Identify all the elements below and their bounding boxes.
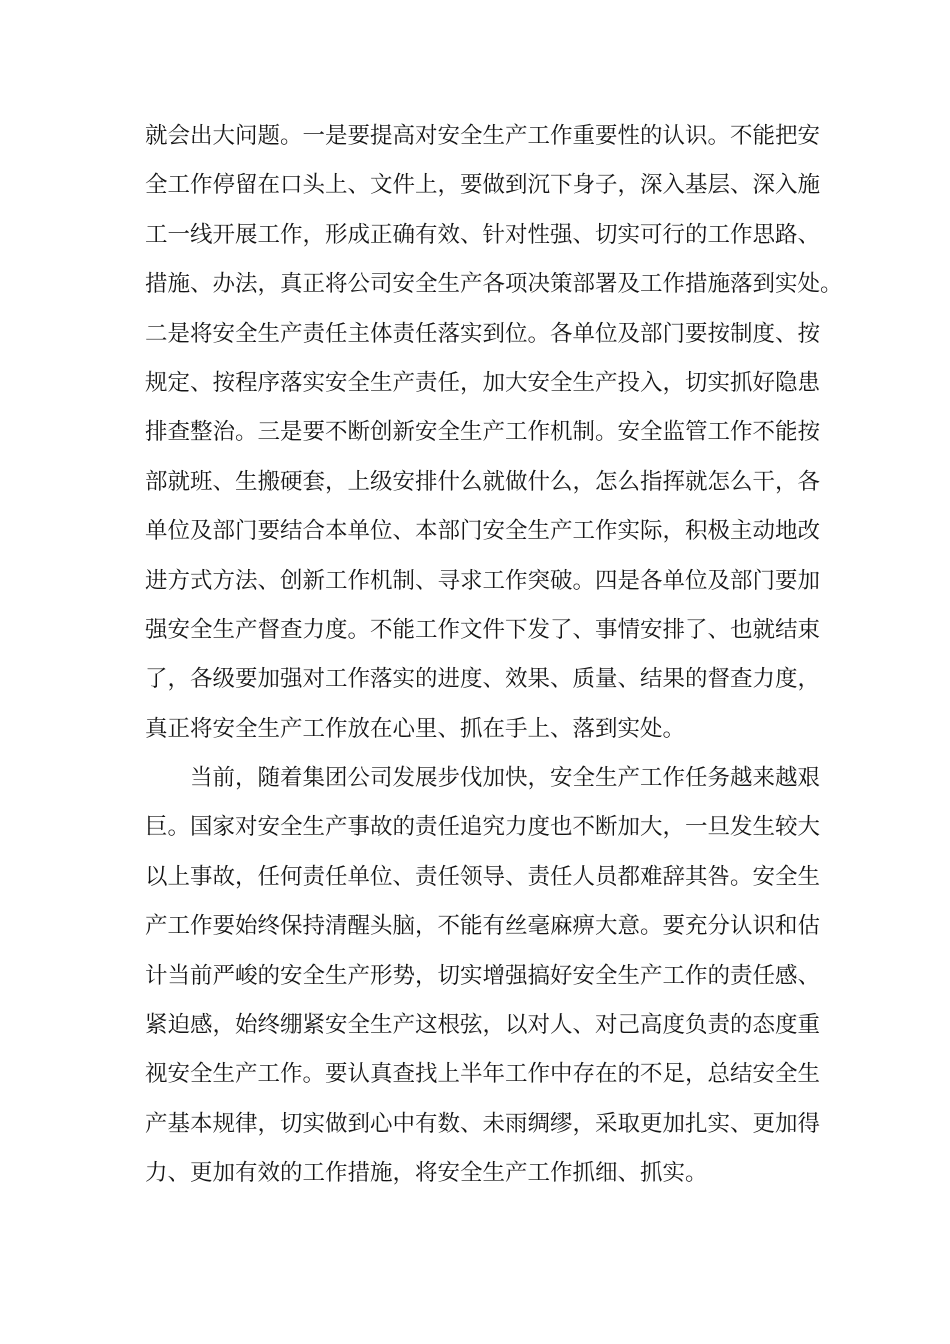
- text-line: 真正将安全生产工作放在心里、抓在手上、落到实处。: [145, 715, 686, 742]
- text-line: 规定、按程序落实安全生产责任，加大安全生产投入，切实抓好隐患: [145, 369, 821, 396]
- text-line: 力、更加有效的工作措施，将安全生产工作抓细、抓实。: [145, 1160, 708, 1187]
- text-line: 部就班、生搬硬套，上级安排什么就做什么，怎么指挥就怎么干，各: [145, 468, 821, 495]
- text-line: 排查整治。三是要不断创新安全生产工作机制。安全监管工作不能按: [145, 419, 821, 446]
- text-line: 当前，随着集团公司发展步伐加快，安全生产工作任务越来越艰: [190, 765, 821, 792]
- text-line: 视安全生产工作。要认真查找上半年工作中存在的不足，总结安全生: [145, 1061, 821, 1088]
- text-line: 以上事故，任何责任单位、责任领导、责任人员都难辞其咎。安全生: [145, 863, 821, 890]
- text-line: 全工作停留在口头上、文件上，要做到沉下身子，深入基层、深入施: [145, 172, 821, 199]
- text-line: 产工作要始终保持清醒头脑，不能有丝毫麻痹大意。要充分认识和估: [145, 913, 821, 940]
- text-line: 二是将安全生产责任主体责任落实到位。各单位及部门要按制度、按: [145, 320, 821, 347]
- text-line: 强安全生产督查力度。不能工作文件下发了、事情安排了、也就结束: [145, 616, 821, 643]
- text-line: 单位及部门要结合本单位、本部门安全生产工作实际，积极主动地改: [145, 518, 821, 545]
- text-line: 巨。国家对安全生产事故的责任追究力度也不断加大，一旦发生较大: [145, 814, 821, 841]
- document-body: [145, 112, 843, 1199]
- text-line: 产基本规律，切实做到心中有数、未雨绸缪，采取更加扎实、更加得: [145, 1110, 821, 1137]
- text-line: 计当前严峻的安全生产形势，切实增强搞好安全生产工作的责任感、: [145, 962, 821, 989]
- text-line: 工一线开展工作，形成正确有效、针对性强、切实可行的工作思路、: [145, 221, 821, 248]
- text-line: 进方式方法、创新工作机制、寻求工作突破。四是各单位及部门要加: [145, 567, 821, 594]
- text-line: 紧迫感，始终绷紧安全生产这根弦，以对人、对己高度负责的态度重: [145, 1012, 821, 1039]
- paragraph: [145, 112, 843, 754]
- text-line: 措施、办法，真正将公司安全生产各项决策部署及工作措施落到实处。: [145, 271, 843, 298]
- text-line: 就会出大问题。一是要提高对安全生产工作重要性的认识。不能把安: [145, 123, 821, 149]
- paragraph: [145, 754, 821, 1199]
- text-line: 了，各级要加强对工作落实的进度、效果、质量、结果的督查力度，: [145, 666, 821, 693]
